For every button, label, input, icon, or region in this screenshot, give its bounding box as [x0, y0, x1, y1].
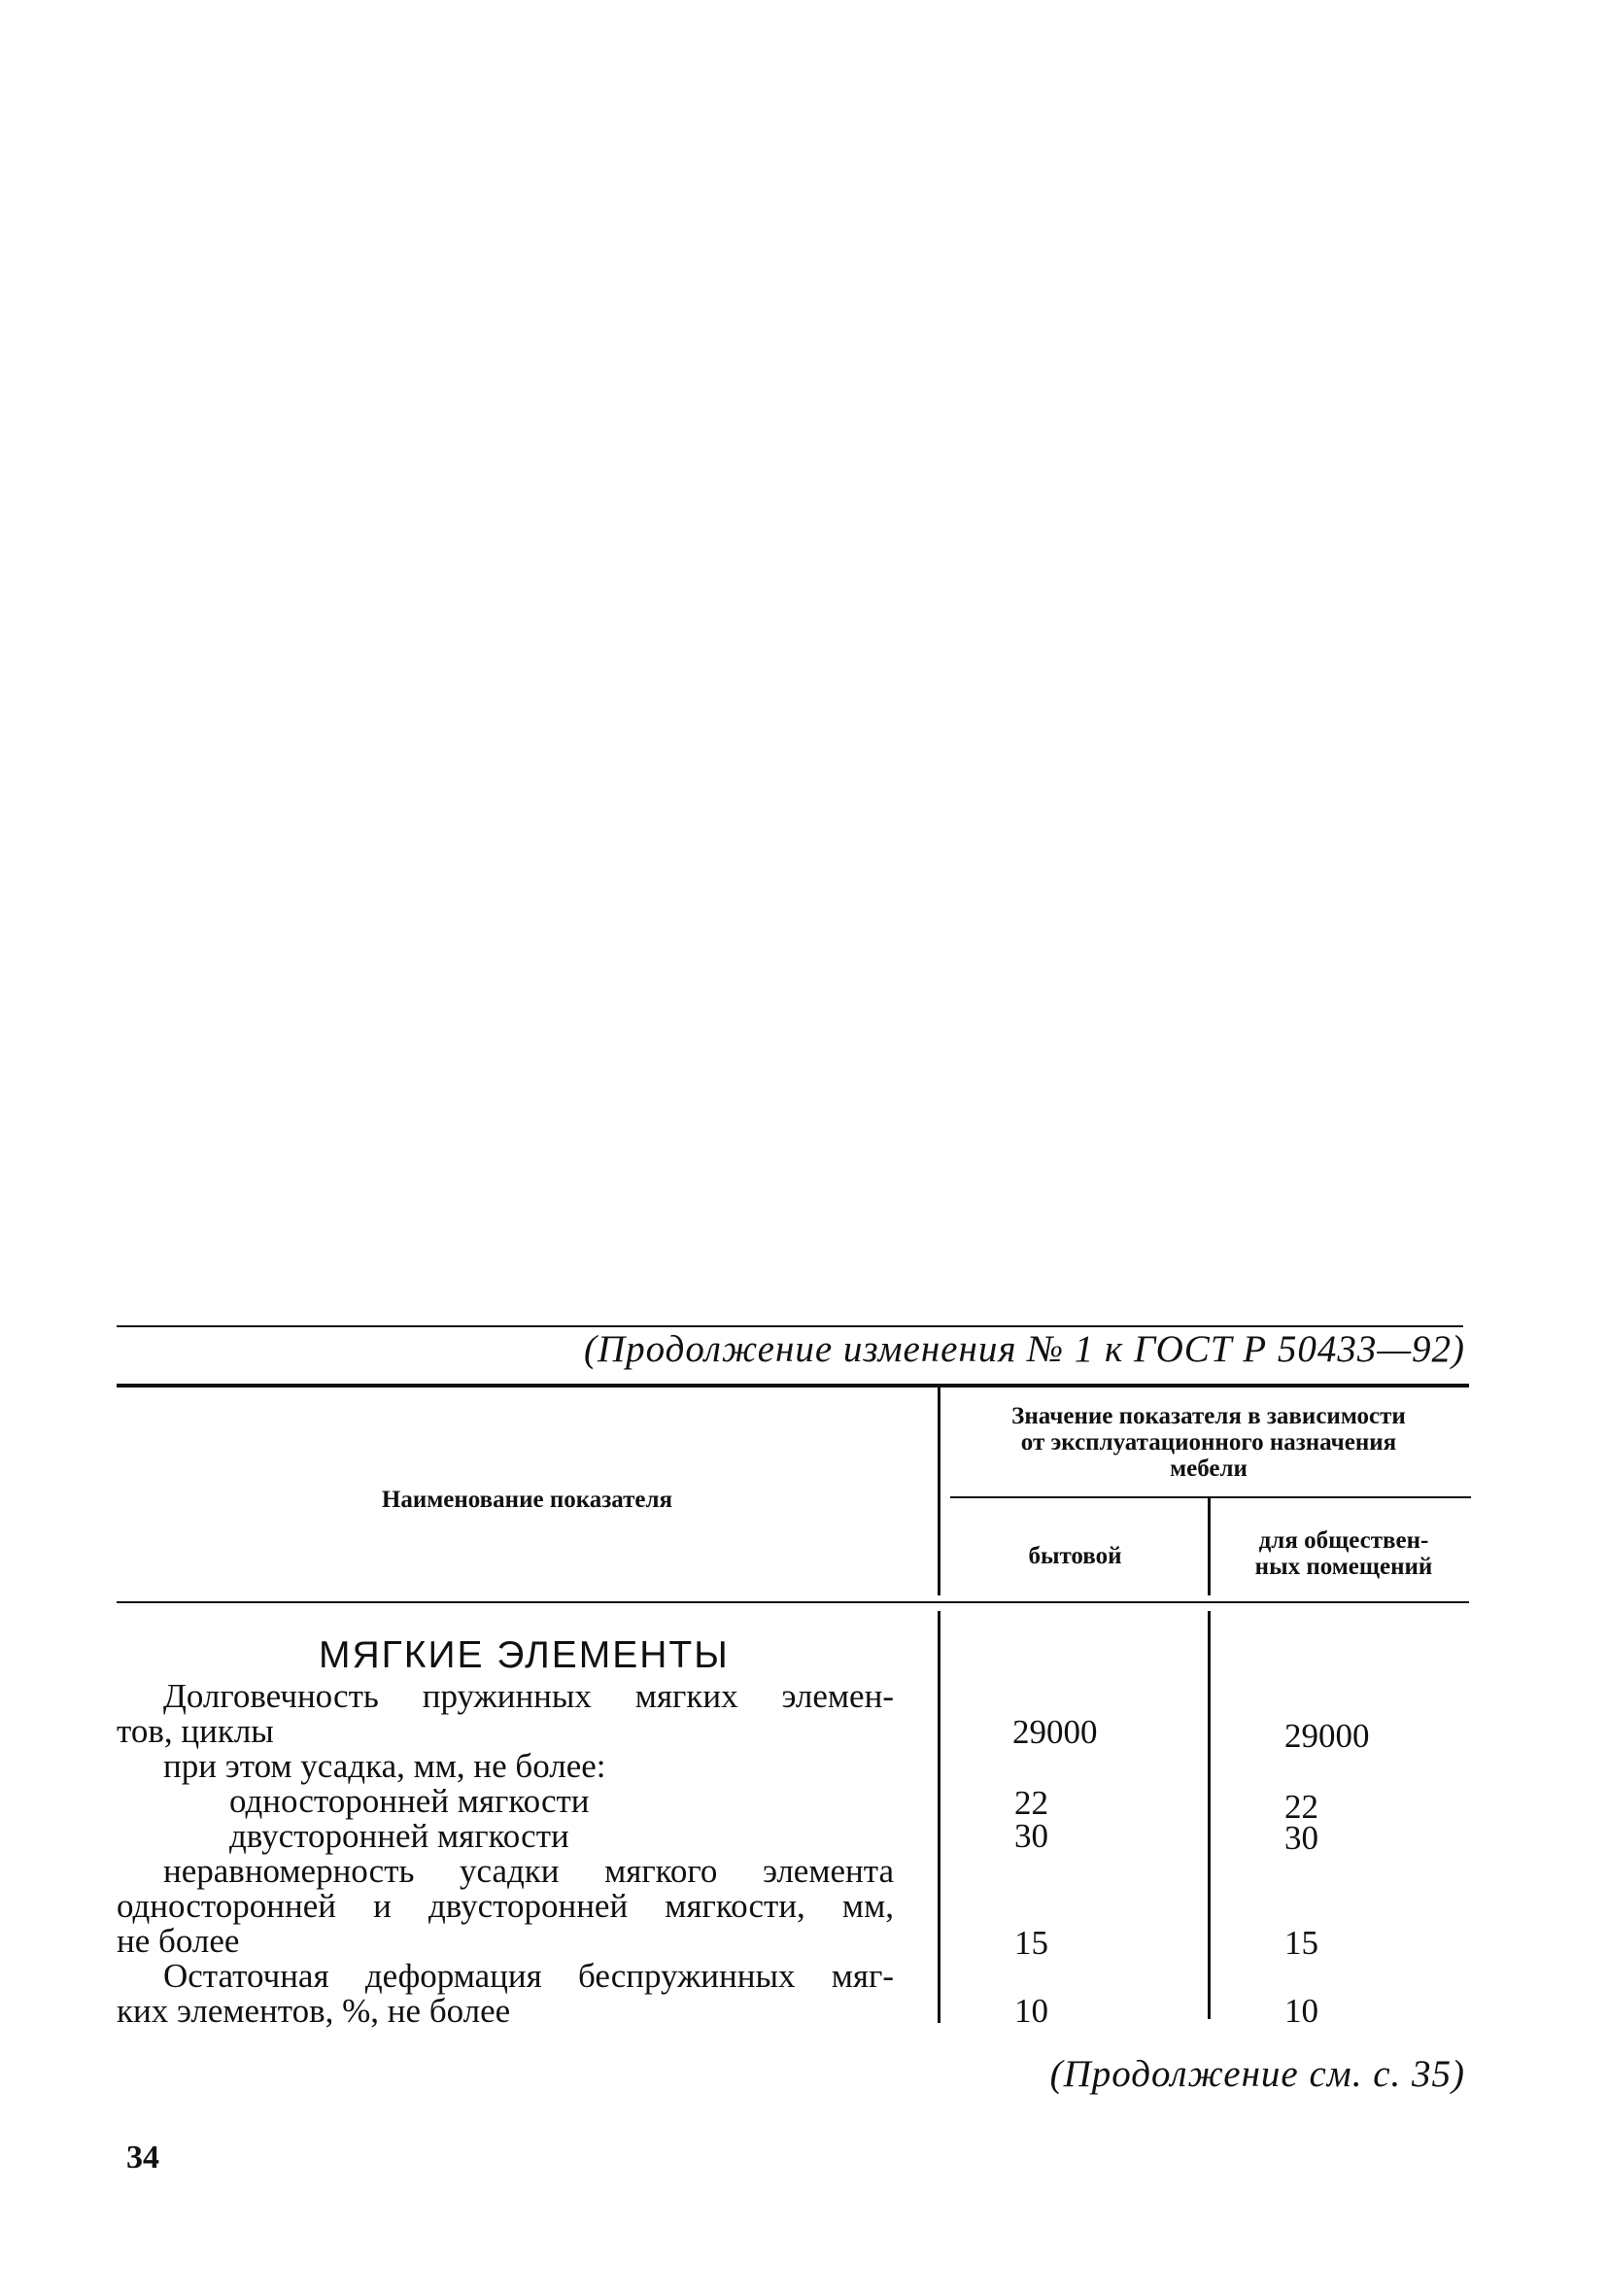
word: мяг- — [831, 1957, 894, 1995]
column-header-group — [942, 1403, 1475, 1482]
word: усадки — [460, 1852, 560, 1890]
column-header-name: Наименование показателя — [381, 1487, 673, 1513]
unevenness-label-line3: не более — [117, 1922, 240, 1960]
table-top-rule — [117, 1384, 1469, 1388]
residual-label-line2: ких элементов, %, не более — [117, 1992, 511, 2030]
word: элемента — [762, 1852, 894, 1890]
word: односторонней — [117, 1887, 336, 1925]
word: пружинных — [422, 1677, 592, 1715]
column-divider-main — [938, 1386, 940, 1595]
unevenness-label-line2 — [117, 1889, 894, 1924]
unevenness-value-public: 15 — [1284, 1924, 1318, 1962]
two-sided-value-household: 30 — [1014, 1817, 1048, 1855]
two-sided-label: двусторонней мягкости — [229, 1817, 569, 1855]
word: неравномерность — [163, 1852, 415, 1890]
residual-value-household: 10 — [1014, 1992, 1048, 2030]
word: мягкости, — [665, 1887, 805, 1925]
word: деформация — [364, 1957, 542, 1995]
word: мягких — [634, 1677, 738, 1715]
page-number: 34 — [126, 2140, 159, 2176]
shrinkage-label: при этом усадка, мм, не более: — [163, 1747, 606, 1785]
column-header-household: бытовой — [1028, 1543, 1122, 1569]
word: мягкого — [604, 1852, 718, 1890]
residual-value-public: 10 — [1284, 1992, 1318, 2030]
unevenness-value-household: 15 — [1014, 1924, 1048, 1962]
continuation-caption-top: (Продолжение изменения № 1 к ГОСТ Р 50433—92) — [584, 1328, 1465, 1370]
word: двусторонней — [427, 1887, 629, 1925]
unevenness-label-line1 — [163, 1854, 894, 1889]
word: Долговечность — [163, 1677, 379, 1715]
column-divider-sub — [1208, 1498, 1211, 1595]
section-title: МЯГКИЕ ЭЛЕМЕНТЫ — [319, 1634, 730, 1676]
word: беспружинных — [577, 1957, 796, 1995]
group-header-line: мебели — [1170, 1456, 1248, 1482]
durability-label-line1 — [163, 1679, 894, 1714]
group-header-line: Значение показателя в зависимости — [1011, 1403, 1406, 1429]
one-sided-label: односторонней мягкости — [229, 1782, 590, 1820]
durability-label-line2: тов, циклы — [117, 1712, 274, 1750]
column-divider-sub-body — [1208, 1611, 1211, 2019]
residual-label-line1 — [163, 1959, 894, 1994]
word: и — [373, 1887, 392, 1925]
two-sided-value-public: 30 — [1284, 1819, 1318, 1857]
one-sided-value-public: 22 — [1284, 1788, 1318, 1826]
public-header-line: для обществен- — [1258, 1527, 1429, 1554]
public-header-line: ных помещений — [1254, 1554, 1433, 1580]
continuation-caption-bottom: (Продолжение см. с. 35) — [1049, 2053, 1465, 2095]
word: Остаточная — [163, 1957, 329, 1995]
one-sided-value-household: 22 — [1014, 1784, 1048, 1822]
group-header-rule — [950, 1496, 1471, 1498]
word: мм, — [841, 1887, 894, 1925]
header-bottom-rule — [117, 1601, 1469, 1603]
column-divider-main-body — [938, 1611, 940, 2023]
group-header-line: от эксплуатационного назначения — [1020, 1429, 1397, 1456]
durability-value-public: 29000 — [1284, 1717, 1370, 1755]
column-header-public — [1213, 1527, 1475, 1580]
durability-value-household: 29000 — [1012, 1713, 1098, 1751]
word: элемен- — [781, 1677, 894, 1715]
